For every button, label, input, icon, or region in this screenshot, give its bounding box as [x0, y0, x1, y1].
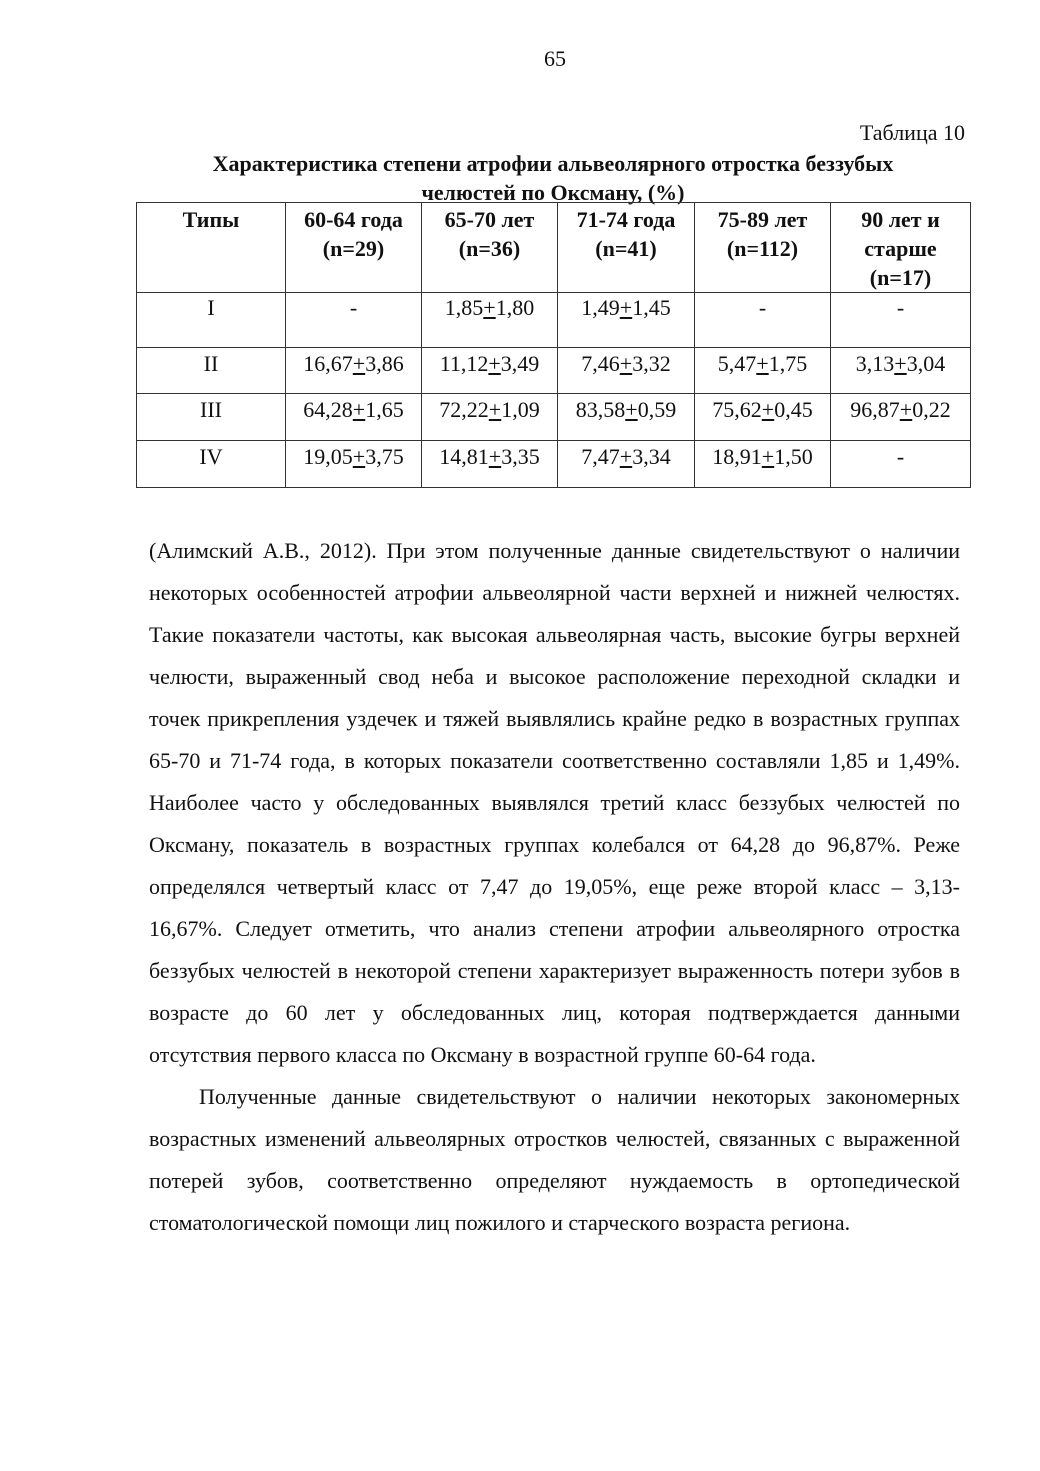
- plus-minus: +: [352, 351, 366, 376]
- plus-minus: +: [352, 397, 366, 422]
- error: 1,80: [495, 295, 535, 320]
- header-line: 65-70 лет: [444, 207, 535, 232]
- plus-minus: +: [761, 397, 775, 422]
- header-types: [137, 203, 286, 293]
- value-cell: [286, 441, 422, 488]
- table-caption-line-2: челюстей по Оксману, (%): [421, 180, 685, 205]
- mean: 3,13: [855, 351, 895, 376]
- mean: 19,05: [303, 444, 353, 469]
- mean: 18,91: [712, 444, 762, 469]
- header-line: Типы: [182, 207, 240, 232]
- header-65-70: [422, 203, 558, 293]
- mean: 14,81: [439, 444, 489, 469]
- header-line: 60-64 года: [304, 207, 403, 232]
- table-row: [137, 441, 971, 488]
- header-90-plus: [831, 203, 971, 293]
- mean: -: [758, 295, 767, 320]
- error: 3,49: [500, 351, 540, 376]
- value-cell: [831, 293, 971, 348]
- mean: 72,22: [439, 397, 489, 422]
- error: 3,86: [365, 351, 404, 376]
- value-cell: [695, 348, 831, 394]
- error: 0,59: [637, 397, 677, 422]
- mean: 64,28: [303, 397, 353, 422]
- value-cell: [286, 348, 422, 394]
- plus-minus: +: [761, 444, 775, 469]
- page-number: 65: [544, 46, 566, 71]
- table-header-row: [137, 203, 971, 293]
- mean: -: [349, 295, 358, 320]
- header-line: (n=29): [322, 236, 385, 261]
- header-line: (n=112): [726, 236, 799, 261]
- plus-minus: +: [756, 351, 769, 376]
- mean: 1,85: [444, 295, 484, 320]
- value-cell: [695, 293, 831, 348]
- mean: 75,62: [712, 397, 762, 422]
- value-cell: [558, 293, 695, 348]
- header-line: старше: [864, 236, 937, 261]
- mean: 7,47: [581, 444, 620, 469]
- error: 3,32: [632, 351, 671, 376]
- error: 1,65: [365, 397, 404, 422]
- table-row: [137, 348, 971, 394]
- atrophy-table: [136, 202, 971, 488]
- error: 3,34: [632, 444, 671, 469]
- value-cell: [422, 293, 558, 348]
- header-line: 71-74 года: [576, 207, 676, 232]
- plus-minus: +: [619, 351, 633, 376]
- header-line: (n=41): [595, 236, 657, 261]
- plus-minus: +: [488, 351, 501, 376]
- error: 3,04: [906, 351, 946, 376]
- mean: 5,47: [717, 351, 757, 376]
- header-line: 90 лет и: [861, 207, 940, 232]
- value-cell: [422, 348, 558, 394]
- error: 1,75: [768, 351, 808, 376]
- type-cell: II: [137, 348, 286, 394]
- value-cell: [422, 441, 558, 488]
- plus-minus: +: [483, 295, 496, 320]
- error: 1,45: [632, 295, 671, 320]
- value-cell: [286, 293, 422, 348]
- table-caption-line-1: Характеристика степени атрофии альвеолярного отростка беззубых: [212, 151, 894, 176]
- table-row: [137, 293, 971, 348]
- error: 1,09: [501, 397, 540, 422]
- table-caption: [136, 149, 970, 207]
- mean: -: [896, 444, 905, 469]
- paragraph-2: Полученные данные свидетельствуют о наличии некоторых закономерных возрастных изменений альвеолярных отростков челюстей, связанных с выраженной потерей зубов, соответственно определяют нуждаемость в ортопедической стоматологической помощи лиц пожилого и старческого возраста региона.: [149, 1084, 960, 1235]
- value-cell: [286, 394, 422, 441]
- value-cell: [831, 348, 971, 394]
- table-label: Таблица 10: [859, 120, 965, 145]
- mean: -: [896, 295, 905, 320]
- value-cell: [558, 394, 695, 441]
- paragraph-1: (Алимский А.В., 2012). При этом полученные данные свидетельствуют о наличии некоторых особенностей атрофии альвеолярной части верхней и нижней челюстях. Такие показатели частоты, как высокая альвеолярная часть, высокие бугры верхней челюсти, выраженный свод неба и высокое расположение переходной складки и точек прикрепления уздечек и тяжей выявлялись крайне редко в возрастных группах 65-70 и 71-74 года, в которых показатели соответственно составляли 1,85 и 1,49%. Наиболее часто у обследованных выявлялся третий класс беззубых челюстей по Оксману, показатель в возрастных группах колебался от 64,28 до 96,87%. Реже определялся четвертый класс от 7,47 до 19,05%, еще реже второй класс – 3,13-16,67%. Следует отметить, что анализ степени атрофии альвеолярного отростка беззубых челюстей в некоторой степени характеризует выраженность потери зубов в возрасте до 60 лет у обследованных лиц, которая подтверждается данными отсутствия первого класса по Оксману в возрастной группе 60-64 года.: [149, 538, 960, 1067]
- mean: 96,87: [850, 397, 900, 422]
- value-cell: [422, 394, 558, 441]
- value-cell: [831, 394, 971, 441]
- plus-minus: +: [899, 397, 913, 422]
- error: 1,50: [774, 444, 813, 469]
- header-60-64: [286, 203, 422, 293]
- header-line: (n=17): [869, 265, 932, 290]
- mean: 83,58: [575, 397, 626, 422]
- mean: 16,67: [303, 351, 353, 376]
- header-line: (n=36): [458, 236, 521, 261]
- plus-minus: +: [488, 397, 502, 422]
- plus-minus: +: [894, 351, 907, 376]
- type-cell: IV: [137, 441, 286, 488]
- plus-minus: +: [619, 444, 633, 469]
- value-cell: [695, 441, 831, 488]
- error: 3,35: [501, 444, 540, 469]
- plus-minus: +: [619, 295, 633, 320]
- plus-minus: +: [625, 397, 638, 422]
- value-cell: [558, 348, 695, 394]
- mean: 11,12: [439, 351, 489, 376]
- type-cell: I: [137, 293, 286, 348]
- plus-minus: +: [352, 444, 366, 469]
- header-75-89: [695, 203, 831, 293]
- error: 0,22: [912, 397, 951, 422]
- plus-minus: +: [488, 444, 502, 469]
- body-text: [149, 530, 960, 1244]
- error: 0,45: [774, 397, 813, 422]
- mean: 1,49: [581, 295, 620, 320]
- value-cell: [558, 441, 695, 488]
- table-row: [137, 394, 971, 441]
- value-cell: [695, 394, 831, 441]
- value-cell: [831, 441, 971, 488]
- type-cell: III: [137, 394, 286, 441]
- header-line: 75-89 лет: [717, 207, 808, 232]
- header-71-74: [558, 203, 695, 293]
- error: 3,75: [365, 444, 404, 469]
- mean: 7,46: [581, 351, 620, 376]
